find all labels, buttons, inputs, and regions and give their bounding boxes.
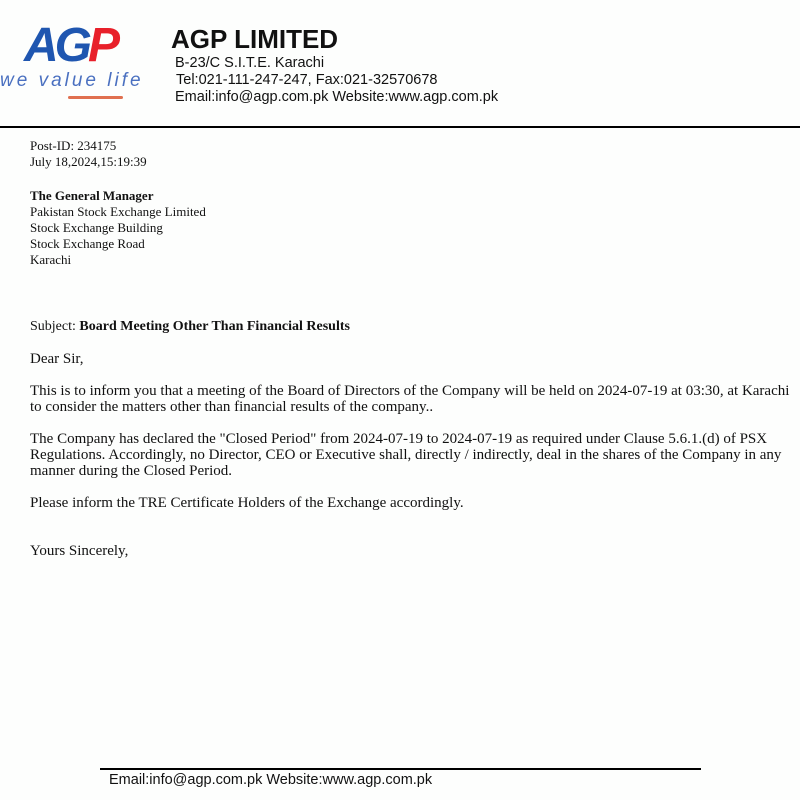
recipient-title: The General Manager xyxy=(30,188,154,203)
subject-text: Board Meeting Other Than Financial Results xyxy=(79,319,350,334)
post-id: Post-ID: 234175 xyxy=(30,138,117,153)
recipient-line: Stock Exchange Building xyxy=(30,220,163,235)
company-address: B-23/C S.I.T.E. Karachi xyxy=(175,55,325,71)
subject-label: Subject: xyxy=(30,319,76,334)
logo-swoosh xyxy=(68,96,123,99)
paragraph: This is to inform you that a meeting of the Board of Directors of the Company will be held on 2024-07-19 at 03:30, at Karachi to consider the matters other than financial results of the company.. xyxy=(30,383,790,415)
post-date: July 18,2024,15:19:39 xyxy=(30,154,147,169)
closing: Yours Sincerely, xyxy=(30,543,129,559)
footer-divider xyxy=(100,768,701,770)
company-logo: AGP xyxy=(24,19,117,72)
company-phone: Tel:021-111-247-247, Fax:021-32570678 xyxy=(176,72,438,88)
paragraph: Please inform the TRE Certificate Holders of the Exchange accordingly. xyxy=(30,495,464,511)
salutation: Dear Sir, xyxy=(30,351,84,367)
logo-tagline: we value life xyxy=(0,70,144,91)
subject xyxy=(30,319,350,335)
recipient-line: Stock Exchange Road xyxy=(30,236,145,251)
footer-contact: Email:info@agp.com.pk Website:www.agp.com.pk xyxy=(109,772,433,788)
company-contact: Email:info@agp.com.pk Website:www.agp.com.pk xyxy=(175,89,499,105)
header-divider xyxy=(0,126,800,128)
paragraph: The Company has declared the "Closed Period" from 2024-07-19 to 2024-07-19 as required under Clause 5.6.1.(d) of PSX Regulations. Accordingly, no Director, CEO or Executive shall, directly / indirectly, deal in the shares of the Company in any manner during the Closed Period. xyxy=(30,431,782,479)
company-name: AGP LIMITED xyxy=(171,24,339,54)
recipient-line: Karachi xyxy=(30,252,72,267)
recipient-line: Pakistan Stock Exchange Limited xyxy=(30,204,206,219)
